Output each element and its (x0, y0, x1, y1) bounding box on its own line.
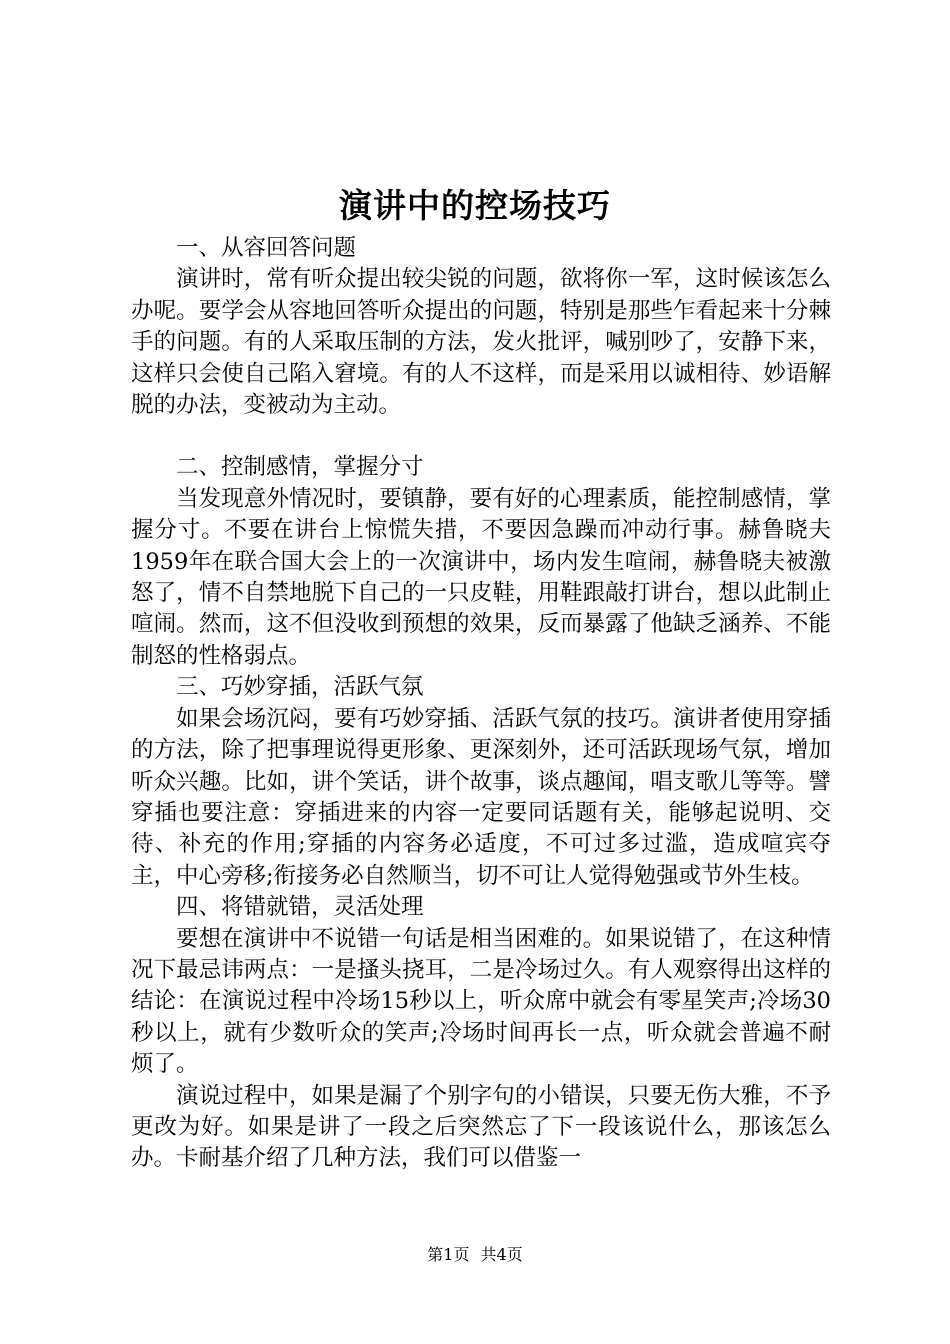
document-body (131, 233, 831, 1175)
paragraph-2: 当发现意外情况时，要镇静，要有好的心理素质，能控制感情，掌握分寸。不要在讲台上惊慌失措，不要因急躁而冲动行事。赫鲁晓夫1959年在联合国大会上的一次演讲中，场内发生喧闹，赫鲁晓夫被激怒了，情不自禁地脱下自己的一只皮鞋，用鞋跟敲打讲台，想以此制止喧闹。然而，这不但没收到预想的效果，反而暴露了他缺乏涵养、不能制怒的性格弱点。 (131, 485, 831, 669)
section-heading-3: 三、巧妙穿插，活跃气氛 (176, 674, 424, 701)
section-heading-1: 一、从容回答问题 (176, 235, 357, 261)
page-footer (0, 1244, 950, 1266)
page-total: 共4页 (480, 1245, 523, 1264)
section-heading-2: 二、控制感情，掌握分寸 (176, 454, 424, 481)
paragraph-1: 演讲时，常有听众提出较尖锐的问题，欲将你一军，这时候该怎么办呢。要学会从容地回答听众提出的问题，特别是那些乍看起来十分棘手的问题。有的人采取压制的方法，发火批评，喊别吵了，安静下来，这样只会使自己陷入窘境。有的人不这样，而是采用以诚相待、妙语解脱的办法，变被动为主动。 (131, 266, 831, 419)
paragraph-4: 要想在演讲中不说错一句话是相当困难的。如果说错了，在这种情况下最忌讳两点：一是搔头挠耳，二是冷场过久。有人观察得出这样的结论：在演说过程中冷场15秒以上，听众席中就会有零星笑声;冷场30秒以上，就有少数听众的笑声;冷场时间再长一点，听众就会普遍不耐烦了。 (131, 925, 831, 1078)
document-title: 演讲中的控场技巧 (339, 186, 611, 225)
section-heading-4: 四、将错就错，灵活处理 (176, 894, 424, 921)
page-number: 第1页 (427, 1245, 470, 1264)
paragraph-3: 如果会场沉闷，要有巧妙穿插、活跃气氛的技巧。演讲者使用穿插的方法，除了把事理说得更形象、更深刻外，还可活跃现场气氛，增加听众兴趣。比如，讲个笑话，讲个故事，谈点趣闻，唱支歌儿等等。譬穿插也要注意：穿插进来的内容一定要同话题有关，能够起说明、交待、补充的作用;穿插的内容务必适度，不可过多过滥，造成喧宾夺主，中心旁移;衔接务必自然顺当，切不可让人觉得勉强或节外生枝。 (131, 705, 831, 889)
paragraph-5: 演说过程中，如果是漏了个别字句的小错误，只要无伤大雅，不予更改为好。如果是讲了一段之后突然忘了下一段该说什么，那该怎么办。卡耐基介绍了几种方法，我们可以借鉴一 (131, 1082, 831, 1172)
